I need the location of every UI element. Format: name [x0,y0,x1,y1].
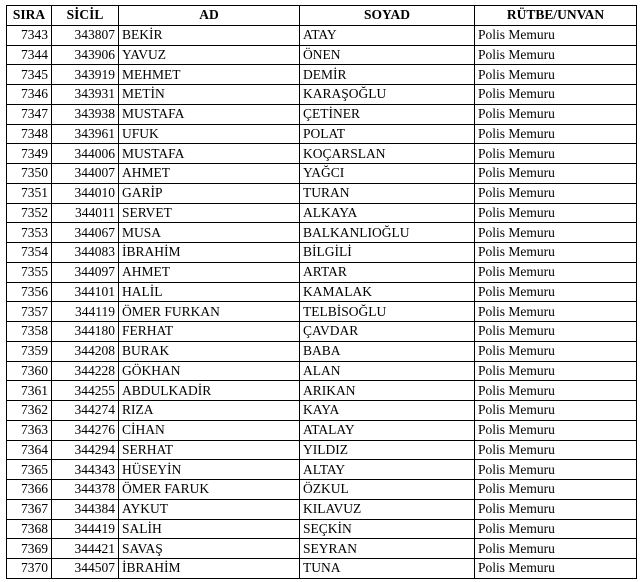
cell-rutbe: Polis Memuru [475,144,637,164]
table-row [7,262,637,282]
cell-sicil: 344255 [52,381,119,401]
cell-sicil: 344119 [52,302,119,322]
cell-sicil: 344208 [52,341,119,361]
cell-soyad: POLAT [300,124,475,144]
table-row [7,85,637,105]
table-row [7,361,637,381]
cell-soyad: KAYA [300,401,475,421]
cell-rutbe: Polis Memuru [475,65,637,85]
cell-sira: 7364 [7,440,52,460]
cell-ad: AHMET [119,262,300,282]
cell-soyad: KAMALAK [300,282,475,302]
cell-sira: 7345 [7,65,52,85]
cell-sicil: 343919 [52,65,119,85]
cell-sicil: 344011 [52,203,119,223]
cell-rutbe: Polis Memuru [475,223,637,243]
cell-sira: 7361 [7,381,52,401]
cell-rutbe: Polis Memuru [475,203,637,223]
header-sira: SIRA [7,6,52,26]
cell-rutbe: Polis Memuru [475,440,637,460]
cell-ad: AYKUT [119,499,300,519]
cell-sira: 7368 [7,519,52,539]
cell-ad: GÖKHAN [119,361,300,381]
cell-sira: 7353 [7,223,52,243]
cell-sira: 7370 [7,559,52,579]
cell-rutbe: Polis Memuru [475,104,637,124]
cell-ad: MUSA [119,223,300,243]
cell-sicil: 344007 [52,164,119,184]
table-row [7,440,637,460]
cell-soyad: BİLGİLİ [300,243,475,263]
cell-ad: MUSTAFA [119,144,300,164]
cell-rutbe: Polis Memuru [475,124,637,144]
cell-sira: 7356 [7,282,52,302]
cell-sicil: 344419 [52,519,119,539]
cell-sira: 7359 [7,341,52,361]
cell-sicil: 344097 [52,262,119,282]
cell-rutbe: Polis Memuru [475,341,637,361]
cell-sicil: 344006 [52,144,119,164]
table-row [7,322,637,342]
cell-soyad: YAĞCI [300,164,475,184]
cell-sira: 7362 [7,401,52,421]
table-row [7,223,637,243]
cell-sira: 7358 [7,322,52,342]
cell-rutbe: Polis Memuru [475,420,637,440]
cell-sicil: 344343 [52,460,119,480]
cell-rutbe: Polis Memuru [475,499,637,519]
header-row [7,6,637,26]
cell-sicil: 343931 [52,85,119,105]
cell-soyad: SEÇKİN [300,519,475,539]
cell-sira: 7355 [7,262,52,282]
cell-soyad: ARTAR [300,262,475,282]
cell-sira: 7343 [7,25,52,45]
cell-soyad: SEYRAN [300,539,475,559]
cell-rutbe: Polis Memuru [475,539,637,559]
cell-sira: 7349 [7,144,52,164]
table-row [7,302,637,322]
cell-rutbe: Polis Memuru [475,519,637,539]
cell-soyad: KOÇARSLAN [300,144,475,164]
cell-ad: İBRAHİM [119,559,300,579]
table-row [7,341,637,361]
cell-sicil: 343961 [52,124,119,144]
cell-rutbe: Polis Memuru [475,480,637,500]
cell-soyad: ATAY [300,25,475,45]
cell-sira: 7369 [7,539,52,559]
cell-soyad: ALTAY [300,460,475,480]
table-row [7,282,637,302]
cell-sicil: 344294 [52,440,119,460]
cell-sira: 7347 [7,104,52,124]
cell-sira: 7357 [7,302,52,322]
header-ad: AD [119,6,300,26]
table-row [7,124,637,144]
cell-rutbe: Polis Memuru [475,243,637,263]
cell-ad: MUSTAFA [119,104,300,124]
cell-ad: SAVAŞ [119,539,300,559]
table-row [7,559,637,579]
cell-sicil: 344228 [52,361,119,381]
cell-sira: 7366 [7,480,52,500]
cell-ad: CİHAN [119,420,300,440]
cell-ad: BURAK [119,341,300,361]
cell-soyad: ÇETİNER [300,104,475,124]
cell-sicil: 344274 [52,401,119,421]
cell-rutbe: Polis Memuru [475,322,637,342]
cell-rutbe: Polis Memuru [475,559,637,579]
cell-ad: SERVET [119,203,300,223]
cell-sira: 7352 [7,203,52,223]
table-row [7,460,637,480]
cell-sira: 7354 [7,243,52,263]
cell-sicil: 343807 [52,25,119,45]
cell-sicil: 344507 [52,559,119,579]
cell-soyad: ÖZKUL [300,480,475,500]
cell-soyad: DEMİR [300,65,475,85]
table-row [7,243,637,263]
table-row [7,381,637,401]
table-row [7,183,637,203]
cell-ad: METİN [119,85,300,105]
personnel-table [6,5,637,579]
cell-soyad: KILAVUZ [300,499,475,519]
cell-soyad: KARAŞOĞLU [300,85,475,105]
cell-sira: 7360 [7,361,52,381]
cell-soyad: ALKAYA [300,203,475,223]
cell-soyad: BABA [300,341,475,361]
cell-sicil: 344276 [52,420,119,440]
cell-sicil: 344010 [52,183,119,203]
table-row [7,519,637,539]
cell-ad: SALİH [119,519,300,539]
table-row [7,45,637,65]
cell-sicil: 344067 [52,223,119,243]
table-row [7,203,637,223]
cell-ad: ÖMER FURKAN [119,302,300,322]
cell-ad: YAVUZ [119,45,300,65]
cell-ad: FERHAT [119,322,300,342]
table-row [7,401,637,421]
cell-rutbe: Polis Memuru [475,85,637,105]
cell-sira: 7350 [7,164,52,184]
header-rutbe: RÜTBE/UNVAN [475,6,637,26]
cell-sira: 7351 [7,183,52,203]
cell-soyad: YILDIZ [300,440,475,460]
cell-rutbe: Polis Memuru [475,183,637,203]
table-row [7,104,637,124]
cell-ad: HÜSEYİN [119,460,300,480]
cell-soyad: ÇAVDAR [300,322,475,342]
cell-sicil: 344378 [52,480,119,500]
cell-rutbe: Polis Memuru [475,262,637,282]
cell-rutbe: Polis Memuru [475,302,637,322]
cell-ad: HALİL [119,282,300,302]
cell-soyad: TELBİSOĞLU [300,302,475,322]
cell-ad: ÖMER FARUK [119,480,300,500]
cell-rutbe: Polis Memuru [475,381,637,401]
cell-rutbe: Polis Memuru [475,164,637,184]
cell-sicil: 343906 [52,45,119,65]
cell-sicil: 344180 [52,322,119,342]
cell-ad: ABDULKADİR [119,381,300,401]
table-row [7,420,637,440]
cell-soyad: TURAN [300,183,475,203]
cell-sira: 7365 [7,460,52,480]
cell-ad: GARİP [119,183,300,203]
cell-rutbe: Polis Memuru [475,282,637,302]
cell-soyad: TUNA [300,559,475,579]
cell-ad: BEKİR [119,25,300,45]
table-row [7,499,637,519]
table-row [7,164,637,184]
cell-sicil: 344101 [52,282,119,302]
cell-ad: SERHAT [119,440,300,460]
cell-soyad: ÖNEN [300,45,475,65]
cell-soyad: ALAN [300,361,475,381]
cell-rutbe: Polis Memuru [475,401,637,421]
cell-ad: UFUK [119,124,300,144]
cell-rutbe: Polis Memuru [475,361,637,381]
table-row [7,65,637,85]
table-row [7,144,637,164]
header-sicil: SİCİL [52,6,119,26]
cell-rutbe: Polis Memuru [475,25,637,45]
cell-ad: AHMET [119,164,300,184]
cell-ad: MEHMET [119,65,300,85]
cell-sicil: 344083 [52,243,119,263]
cell-sicil: 344384 [52,499,119,519]
header-soyad: SOYAD [300,6,475,26]
cell-soyad: BALKANLIOĞLU [300,223,475,243]
cell-soyad: ATALAY [300,420,475,440]
cell-ad: İBRAHİM [119,243,300,263]
cell-rutbe: Polis Memuru [475,460,637,480]
cell-sira: 7348 [7,124,52,144]
cell-sira: 7344 [7,45,52,65]
cell-sicil: 343938 [52,104,119,124]
table-row [7,25,637,45]
table-row [7,480,637,500]
cell-soyad: ARIKAN [300,381,475,401]
cell-rutbe: Polis Memuru [475,45,637,65]
cell-sira: 7367 [7,499,52,519]
table-row [7,539,637,559]
cell-sira: 7346 [7,85,52,105]
cell-sicil: 344421 [52,539,119,559]
cell-sira: 7363 [7,420,52,440]
cell-ad: RIZA [119,401,300,421]
